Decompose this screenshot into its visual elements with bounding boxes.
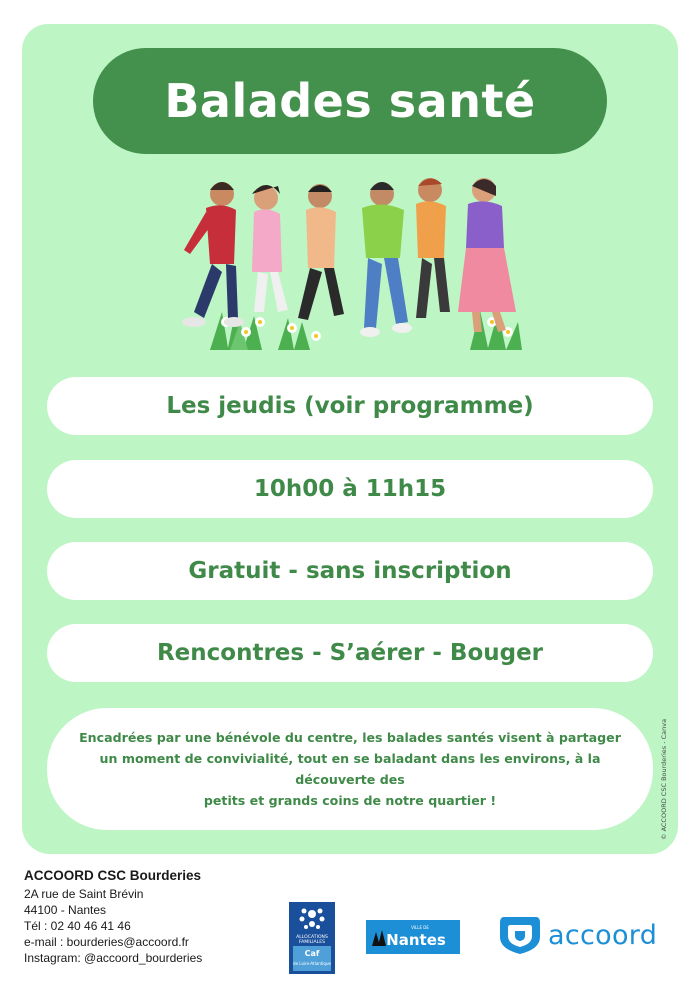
nantes-label: Nantes <box>386 931 446 949</box>
image-credit: © ACCOORD CSC Bourderies - Canva <box>660 718 668 840</box>
footer-city: 44100 - Nantes <box>24 903 107 917</box>
caf-name: Caf <box>304 949 320 958</box>
info-price <box>47 542 653 600</box>
info-tagline-text: Rencontres - S’aérer - Bouger <box>156 640 544 666</box>
nantes-logo <box>366 920 460 954</box>
info-day-text: Les jeudis (voir programme) <box>166 393 534 419</box>
footer-contact <box>24 868 202 966</box>
walker-red <box>182 182 244 327</box>
info-time-text: 10h00 à 11h15 <box>253 476 447 502</box>
footer-phone: Tél : 02 40 46 41 46 <box>24 919 131 933</box>
walking-people-illustration <box>170 172 530 356</box>
nantes-small-label: VILLE DE <box>411 925 429 930</box>
info-day <box>47 377 653 435</box>
description-box <box>47 708 653 830</box>
accoord-logo <box>498 912 674 958</box>
info-price-text: Gratuit - sans inscription <box>188 558 512 584</box>
description-line-1: Encadrées par une bénévole du centre, les balades santés visent à partager <box>79 730 621 745</box>
caf-line-2: FAMILIALES <box>298 940 326 945</box>
caf-region: de Loire-Atlantique <box>293 961 331 966</box>
info-tagline <box>47 624 653 682</box>
walker-jacket <box>416 178 450 318</box>
description-line-3: petits et grands coins de notre quartier ! <box>203 793 497 808</box>
walker-pink <box>252 185 288 312</box>
footer-instagram: Instagram: @accoord_bourderies <box>24 951 203 965</box>
footer-address: 2A rue de Saint Brévin <box>24 887 144 901</box>
description-line-2: un moment de convivialité, tout en se baladant dans les environs, à la découverte des <box>99 751 601 787</box>
walker-purple <box>458 178 516 332</box>
description-text <box>47 727 653 811</box>
footer-org-name: ACCOORD CSC Bourderies <box>24 868 202 883</box>
footer-email: e-mail : bourderies@accoord.fr <box>24 935 189 949</box>
caf-line-1: ALLOCATIONS <box>296 935 328 940</box>
walker-orange <box>298 184 344 320</box>
info-time <box>47 460 653 518</box>
accoord-wordmark: accoord <box>548 919 658 951</box>
caf-logo <box>289 902 335 974</box>
walker-green <box>360 182 412 337</box>
title-banner <box>93 48 607 154</box>
poster-title: Balades santé <box>164 74 536 128</box>
accoord-shield-icon <box>498 915 542 955</box>
